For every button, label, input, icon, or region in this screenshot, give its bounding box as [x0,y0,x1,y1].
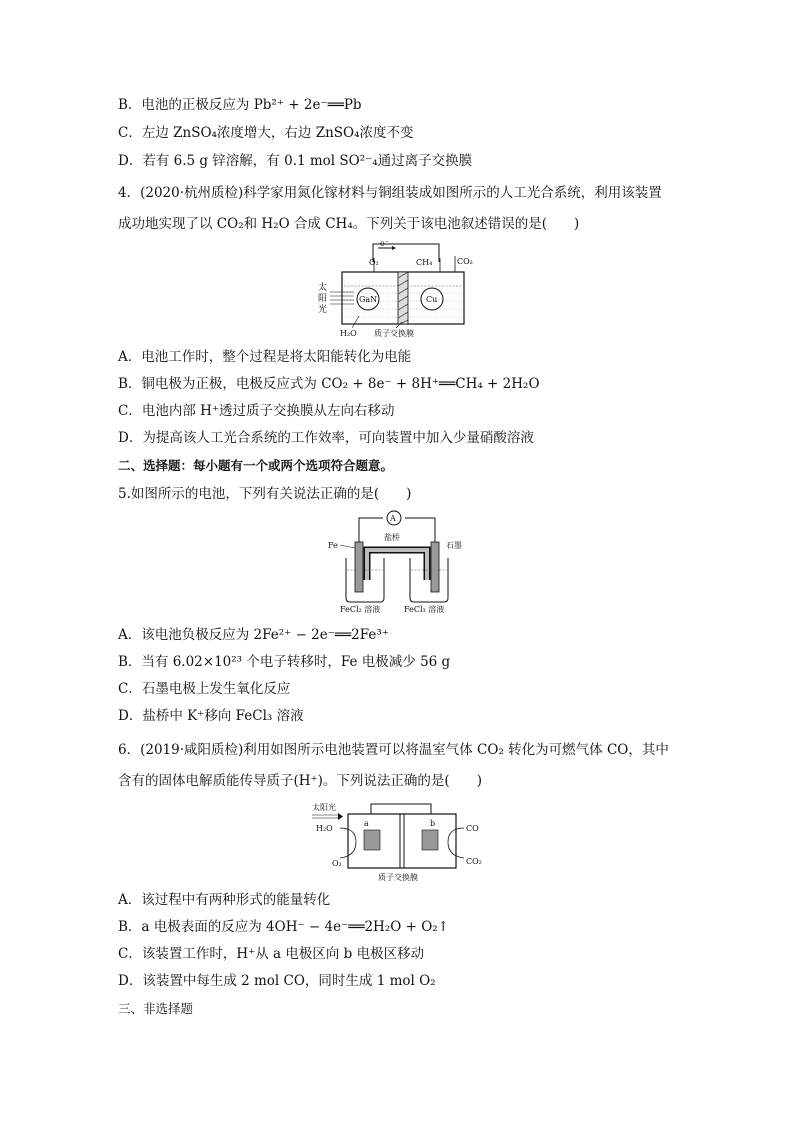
q5-option-d: D．盐桥中 K⁺移向 FeCl₃ 溶液 [118,708,304,724]
q4-cu-label: Cu [426,295,438,304]
q3-option-c: C．左边 ZnSO₄浓度增大，右边 ZnSO₄浓度不变 [118,125,414,141]
q4-h2o-label: H₂O [340,329,357,338]
q6-stem-line1: 6．(2019·咸阳质检)利用如图所示电池装置可以将温室气体 CO₂ 转化为可燃气体 CO，其中 [118,742,669,758]
q4-option-d: D．为提高该人工光合系统的工作效率，可向装置中加入少量硝酸溶液 [118,430,534,446]
q6-option-a: A．该过程中有两种形式的能量转化 [118,892,331,908]
q4-option-b: B．铜电极为正极，电极反应式为 CO₂ + 8e⁻ + 8H⁺══CH₄ + 2H₂O [118,376,540,392]
q4-sunlight-char2: 阳 [318,294,328,304]
q4-ch4-label: CH₄ [416,258,433,267]
q6-membrane-label: 质子交换膜 [378,873,418,882]
q6-sunlight-label: 太阳光 [312,803,336,812]
q6-electrode-b-label: b [430,819,436,828]
q4-co2-label: CO₂ [457,257,473,266]
q6-electrode-a-label: a [364,819,369,828]
q4-figure-cell-diagram [312,238,484,340]
q5-figure-galvanic-cell [326,508,476,616]
q6-option-c: C．该装置工作时，H⁺从 a 电极区向 b 电极区移动 [118,946,425,962]
section-3-heading: 三、非选择题 [118,1001,194,1016]
q4-stem-line2: 成功地实现了以 CO₂和 H₂O 合成 CH₄。下列关于该电池叙述错误的是( ) [118,216,580,232]
q6-stem-line2: 含有的固体电解质能传导质子(H⁺)。下列说法正确的是( ) [118,773,482,789]
q4-electron-label: e⁻ [380,239,389,248]
q4-stem-line1: 4．(2020·杭州质检)科学家用氮化镓材料与铜组装成如图所示的人工光合系统，利用该装置 [118,185,662,201]
q5-right-solution-label: FeCl₃ 溶液 [404,605,445,614]
q4-option-a: A．电池工作时，整个过程是将太阳能转化为电能 [118,349,412,365]
q5-graphite-label: 石墨 [446,541,462,550]
q4-membrane-label: 质子交换膜 [374,329,414,338]
q4-gan-label: GaN [359,295,378,304]
q3-option-b: B．电池的正极反应为 Pb²⁺ + 2e⁻══Pb [118,97,362,113]
q3-option-d: D．若有 6.5 g 锌溶解，有 0.1 mol SO²⁻₄通过离子交换膜 [118,153,473,169]
q6-co2-label: CO₂ [466,857,482,866]
q4-o2-label: O₂ [369,258,379,267]
q5-ammeter-label: A [390,514,396,523]
q5-option-b: B．当有 6.02×10²³ 个电子转移时，Fe 电极减少 56 g [118,654,451,670]
section-2-heading: 二、选择题：每小题有一个或两个选项符合题意。 [118,458,394,473]
q5-option-a: A．该电池负极反应为 2Fe²⁺ − 2e⁻══2Fe³⁺ [118,627,389,643]
q4-sunlight-char1: 太 [318,283,328,293]
q5-option-c: C．石墨电极上发生氧化反应 [118,681,291,697]
q6-figure-electrolysis-cell [308,798,492,882]
q6-option-d: D．该装置中每生成 2 mol CO，同时生成 1 mol O₂ [118,973,436,989]
q6-option-b: B．a 电极表面的反应为 4OH⁻ − 4e⁻══2H₂O + O₂↑ [118,919,449,935]
q5-stem: 5.如图所示的电池，下列有关说法正确的是( ) [118,486,412,502]
q5-salt-bridge-label: 盐桥 [384,533,400,542]
q4-option-c: C．电池内部 H⁺透过质子交换膜从左向右移动 [118,403,395,419]
q6-o2-label: O₂ [332,859,342,868]
q4-sunlight-char3: 光 [318,305,328,315]
q5-fe-label: Fe [328,541,338,550]
q5-left-solution-label: FeCl₂ 溶液 [340,605,381,614]
q6-co-label: CO [466,824,479,833]
q6-h2o-label: H₂O [316,824,333,833]
